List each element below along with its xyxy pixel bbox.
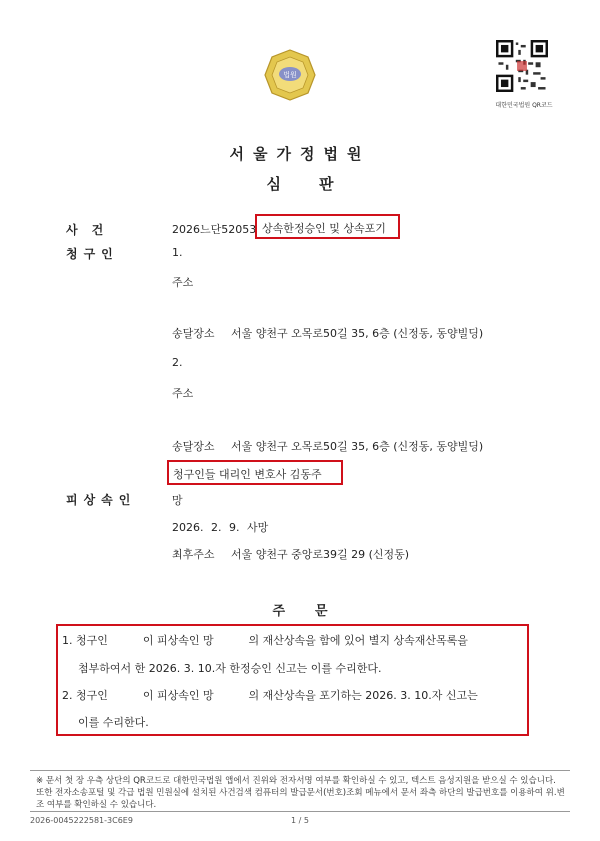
attorney: 청구인들 대리인 변호사 김동주: [173, 468, 322, 481]
claimant-2-delivery-label: 송달장소: [172, 440, 215, 453]
claimant-1-delivery-label: 송달장소: [172, 327, 215, 340]
case-number: 2026느단52053: [172, 223, 257, 236]
document-type: 심판: [266, 175, 372, 193]
claimant-2-address-label: 주소: [172, 387, 194, 400]
claimant-1-address-label: 주소: [172, 276, 194, 289]
ruling-item-1-line-1: 1. 청구인 이 피상속인 망 의 재산상속을 함에 있어 별지 상속재산목록을: [62, 634, 468, 647]
decedent-status: 망: [172, 494, 183, 507]
court-seal-icon: [263, 48, 317, 102]
ruling-item-1-line-2: 첨부하여서 한 2026. 3. 10.자 한정승인 신고는 이를 수리한다.: [78, 662, 382, 675]
page-number: 1 / 5: [291, 816, 309, 825]
decedent-label: 피상속인: [66, 493, 137, 507]
claimant-2-number: 2.: [172, 356, 183, 369]
claimant-1-delivery-address: 서울 양천구 오목로50길 35, 6층 (신정동, 동양빌딩): [231, 327, 484, 340]
court-name: 서울가정법원: [229, 145, 371, 163]
ruling-item-2-line-1: 2. 청구인 이 피상속인 망 의 재산상속을 포기하는 2026. 3. 10.자 신고는: [62, 689, 478, 702]
ruling-item-2-line-2: 이를 수리한다.: [78, 716, 149, 729]
claimant-1-number: 1.: [172, 246, 183, 259]
last-address: 서울 양천구 중앙로39길 29 (신정동): [231, 548, 410, 561]
claimant-label: 청구인: [66, 247, 119, 261]
ruling-title: 주문: [272, 604, 358, 619]
seal-text: 법원: [283, 71, 297, 79]
qr-caption: 대한민국법원 QR코드: [495, 102, 553, 109]
document-issue-number: 2026-0045222581-3C6E9: [30, 816, 133, 825]
decedent-death: 2026. 2. 9. 사망: [172, 521, 269, 534]
case-title: 상속한정승인 및 상속포기: [262, 222, 386, 235]
claimant-2-delivery-address: 서울 양천구 오목로50길 35, 6층 (신정동, 동양빌딩): [231, 440, 484, 453]
footer-divider: [30, 770, 570, 771]
footer-bottom-divider: [30, 811, 570, 812]
last-address-label: 최후주소: [172, 548, 215, 561]
footer-note: ※ 문서 첫 장 우측 상단의 QR코드로 대한민국법원 앱에서 진위와 전자서명 여부를 확인하실 수 있고, 텍스트 음성지원을 받으실 수 있습니다. 또한 전자소송포털 및 각급 법원 민원실에 설치된 사건검색 컴퓨터의 발급문서(번호)조회 메뉴에서 문서 좌측 하단의 발급번호를 이용하여 위.변조 여부를 확인하실 수 있습니다.: [36, 776, 565, 810]
case-label: 사건: [66, 223, 118, 237]
qr-code-icon: [496, 40, 548, 92]
